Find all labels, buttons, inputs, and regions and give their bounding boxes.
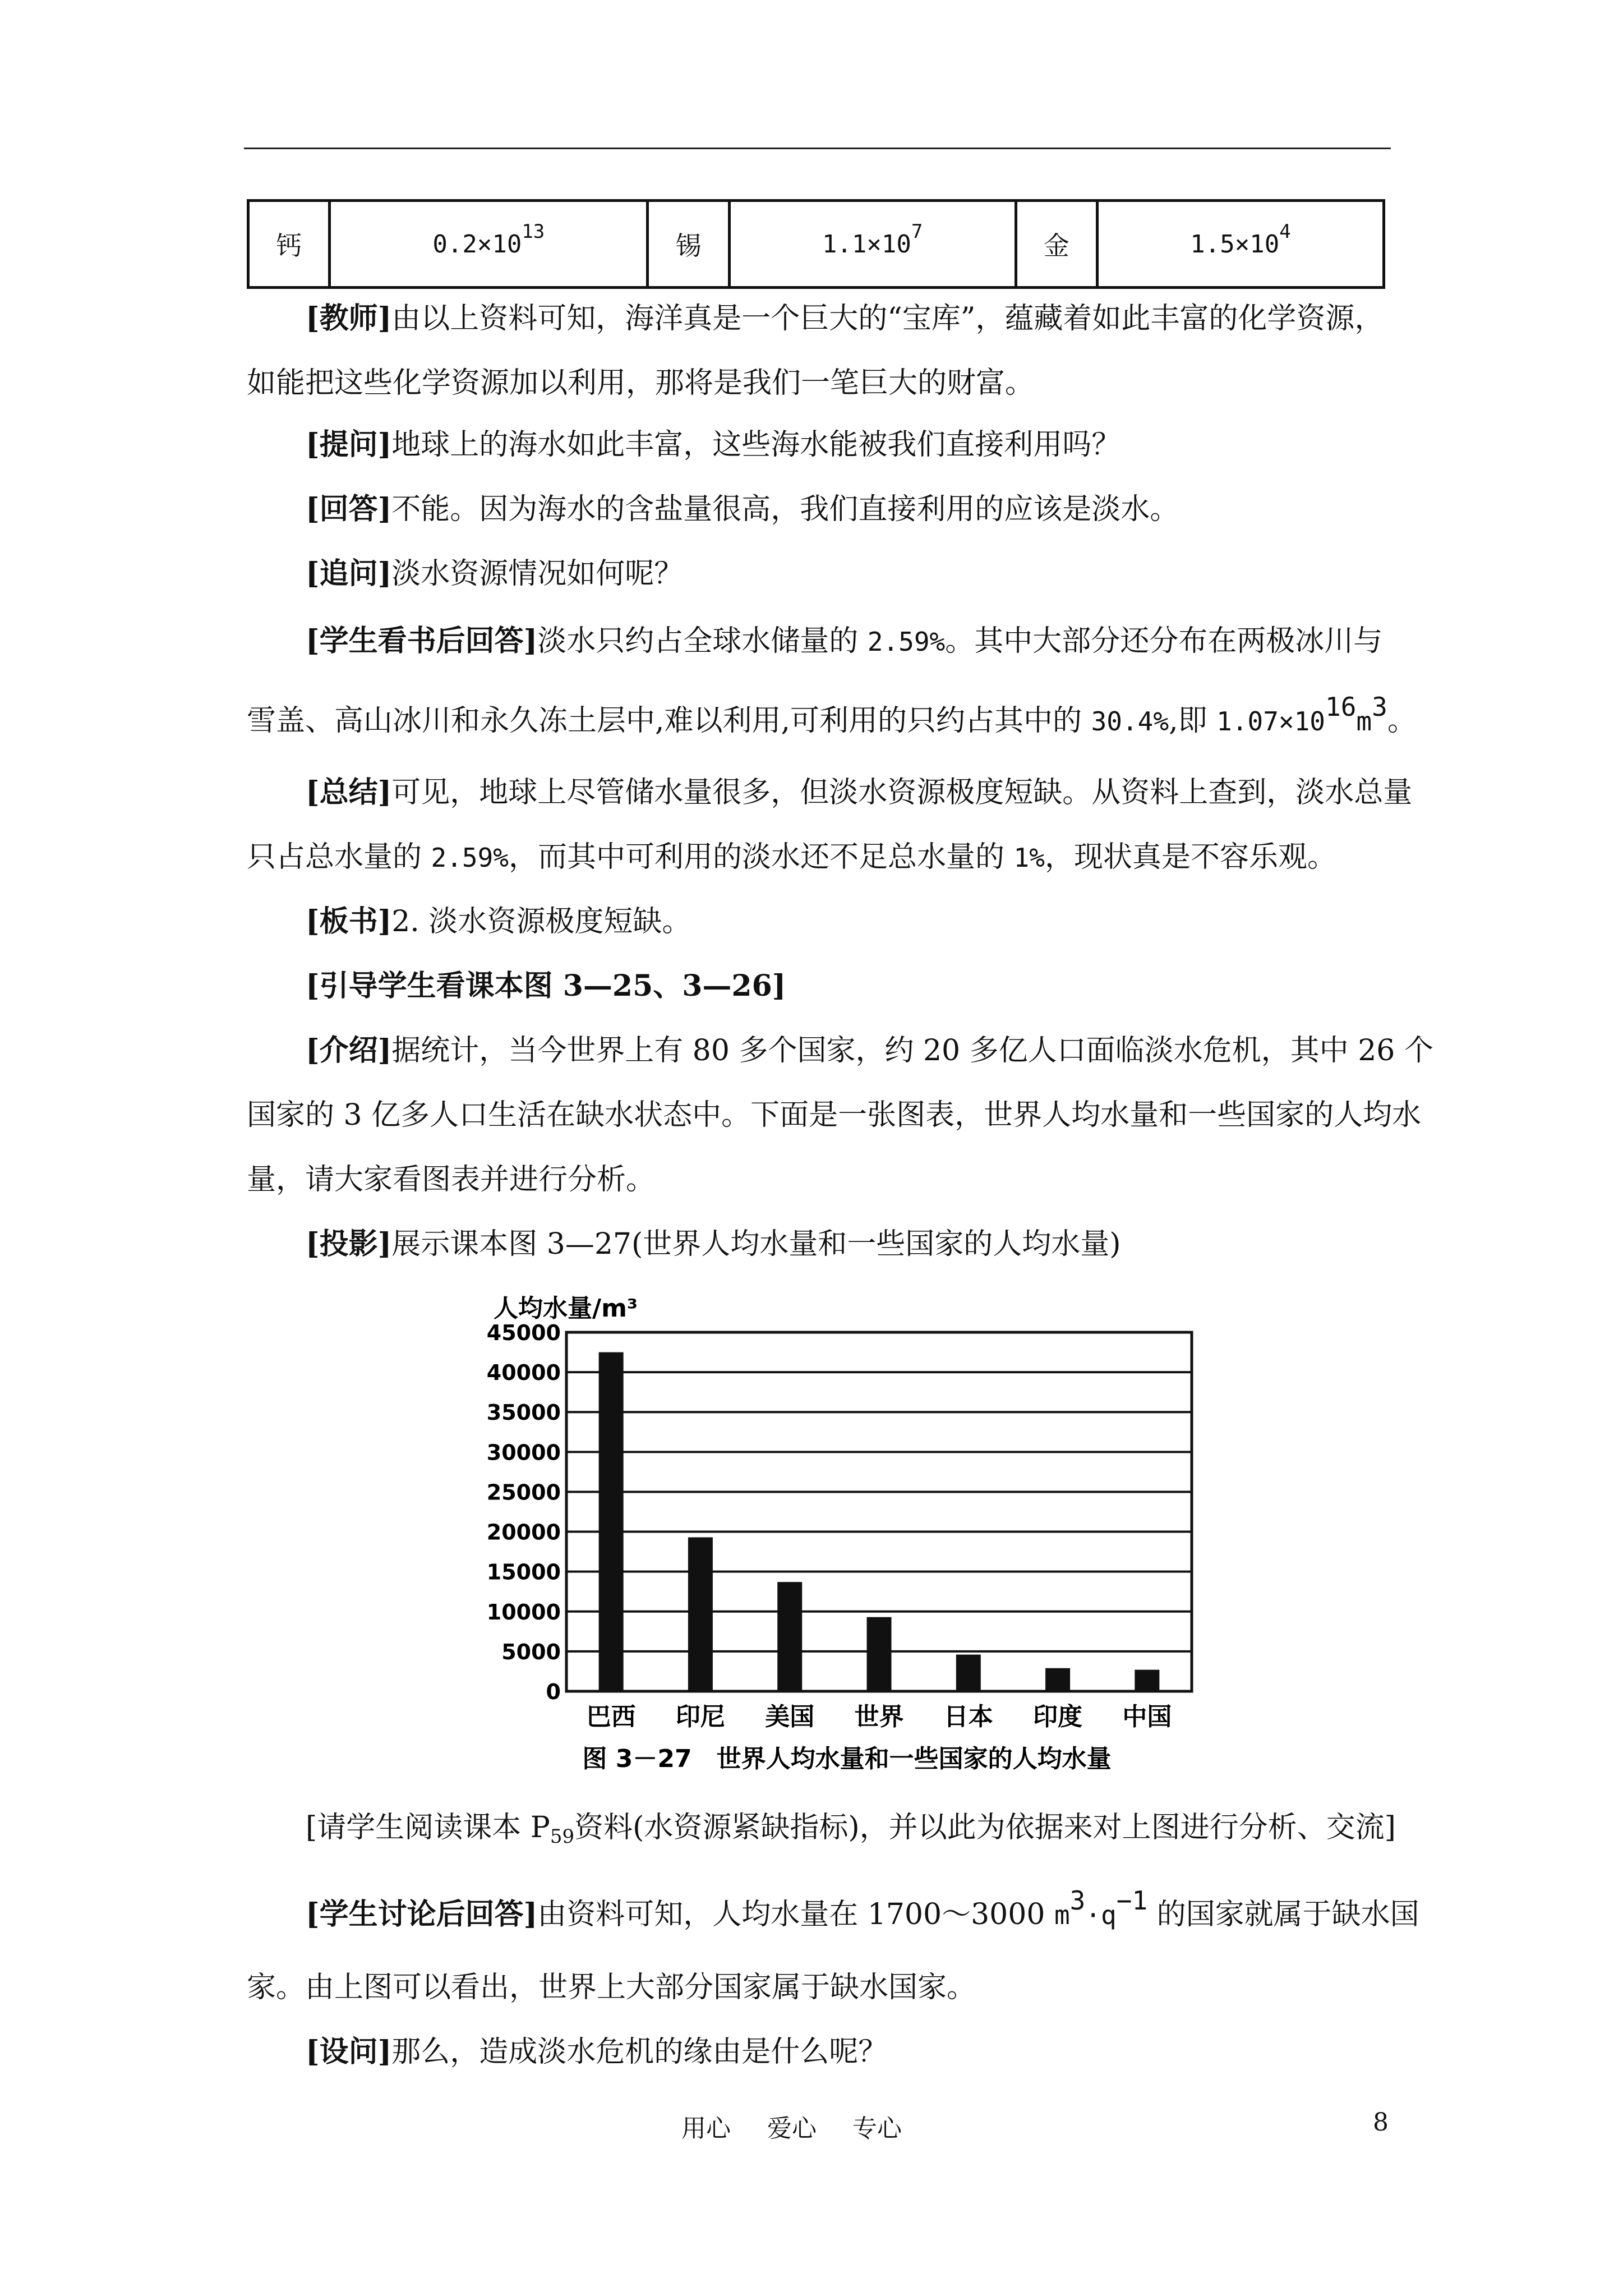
element-name-cell: 钙 bbox=[248, 201, 330, 288]
y-tick-label: 0 bbox=[546, 1680, 561, 1704]
element-amount-cell: $0.2\times 10^{13}$ bbox=[330, 201, 648, 288]
bar bbox=[688, 1538, 713, 1691]
element-amount-cell: $1.1\times 10^7$ bbox=[729, 201, 1016, 288]
summary-paragraph: [总结]可见，地球上尽管储水量很多，但淡水资源极度短缺。从资料上查到，淡水总量 bbox=[306, 775, 1413, 809]
y-tick-label: 25000 bbox=[486, 1480, 561, 1505]
y-axis-label: 人均水量/m³ bbox=[494, 1294, 638, 1323]
teacher-paragraph: [教师]由以上资料可知，海洋真是一个巨大的“宝库”，蕴藏着如此丰富的化学资源， bbox=[306, 301, 1384, 335]
blackboard-paragraph: [板书]2. 淡水资源极度短缺。 bbox=[306, 904, 691, 938]
table-row bbox=[248, 201, 1384, 288]
footer-motto-3: 专心 bbox=[852, 2114, 902, 2143]
x-tick-label: 印度 bbox=[1033, 1703, 1083, 1731]
bar bbox=[956, 1655, 981, 1691]
discussion-answer-paragraph: [学生讨论后回答]由资料可知，人均水量在 1700～3000 $m^3\cdot q^{-1}$ 的国家就属于缺水国 bbox=[306, 1885, 1419, 1931]
y-tick-label: 5000 bbox=[501, 1639, 561, 1664]
reading-instruction-paragraph: [请学生阅读课本 $P_{59}$资料(水资源紧缺指标)，并以此为依据来对上图进行分析、交流] bbox=[306, 1811, 1396, 1848]
y-tick-label: 40000 bbox=[486, 1360, 561, 1386]
summary-paragraph-line2: 只占总水量的 2.59%，而其中可利用的淡水还不足总水量的 1%，现状真是不容乐观。 bbox=[247, 840, 1336, 874]
chart-caption: 图 3－27 世界人均水量和一些国家的人均水量 bbox=[582, 1745, 1112, 1773]
intro-paragraph-line3: 量，请大家看图表并进行分析。 bbox=[247, 1163, 656, 1197]
y-tick-label: 15000 bbox=[486, 1559, 561, 1585]
bar bbox=[1045, 1668, 1070, 1691]
footer-motto-2: 爱心 bbox=[767, 2114, 817, 2143]
intro-paragraph: [介绍]据统计，当今世界上有 80 多个国家，约 20 多亿人口面临淡水危机，其中 26 个 bbox=[306, 1033, 1433, 1068]
bar bbox=[777, 1582, 802, 1691]
page-number: 8 bbox=[1373, 2108, 1389, 2137]
bar bbox=[867, 1617, 892, 1691]
y-tick-label: 10000 bbox=[486, 1599, 561, 1625]
x-tick-label: 中国 bbox=[1122, 1703, 1172, 1731]
element-table bbox=[247, 199, 1385, 289]
bar bbox=[599, 1352, 624, 1691]
y-tick-label: 30000 bbox=[486, 1440, 561, 1465]
bar bbox=[1135, 1670, 1159, 1691]
student-answer-paragraph: [学生看书后回答]淡水只约占全球水储量的 2.59%。其中大部分还分布在两极冰川与 bbox=[306, 624, 1383, 658]
intro-paragraph-line2: 国家的 3 亿多人口生活在缺水状态中。下面是一张图表，世界人均水量和一些国家的人均水 bbox=[247, 1098, 1422, 1132]
teacher-paragraph-line2: 如能把这些化学资源加以利用，那将是我们一笔巨大的财富。 bbox=[247, 366, 1035, 400]
footer-motto-1: 用心 bbox=[681, 2114, 731, 2143]
followup-question-paragraph: [追问]淡水资源情况如何呢？ bbox=[306, 556, 684, 591]
x-tick-label: 印尼 bbox=[675, 1703, 725, 1731]
y-tick-label: 20000 bbox=[486, 1520, 561, 1545]
x-tick-label: 美国 bbox=[765, 1703, 815, 1731]
x-tick-label: 日本 bbox=[943, 1703, 993, 1731]
discussion-answer-paragraph-line2: 家。由上图可以看出，世界上大部分国家属于缺水国家。 bbox=[247, 1971, 976, 2004]
guide-paragraph: [引导学生看课本图 3—25、3—26] bbox=[306, 969, 786, 1003]
x-tick-label: 世界 bbox=[854, 1703, 904, 1731]
element-amount-cell: $1.5\times 10^4$ bbox=[1097, 201, 1384, 288]
projection-paragraph: [投影]展示课本图 3—27(世界人均水量和一些国家的人均水量) bbox=[306, 1227, 1121, 1261]
x-tick-label: 巴西 bbox=[586, 1703, 636, 1731]
question-paragraph: [提问]地球上的海水如此丰富，这些海水能被我们直接利用吗？ bbox=[306, 427, 1121, 462]
element-name-cell: 金 bbox=[1016, 201, 1097, 288]
water-per-capita-chart bbox=[482, 1287, 1211, 1781]
y-tick-label: 45000 bbox=[486, 1320, 561, 1345]
header-rule bbox=[244, 148, 1391, 149]
y-tick-label: 35000 bbox=[486, 1400, 561, 1425]
student-answer-paragraph-line2: 雪盖、高山冰川和永久冻土层中,难以利用,可利用的只约占其中的 30.4%,即 $1.07\times 10^{16}m^3$。 bbox=[247, 692, 1417, 738]
element-name-cell: 锡 bbox=[648, 201, 729, 288]
answer-paragraph: [回答]不能。因为海水的含盐量很高，我们直接利用的应该是淡水。 bbox=[306, 492, 1179, 526]
question-prompt-paragraph: [设问]那么，造成淡水危机的缘由是什么呢？ bbox=[306, 2035, 888, 2069]
